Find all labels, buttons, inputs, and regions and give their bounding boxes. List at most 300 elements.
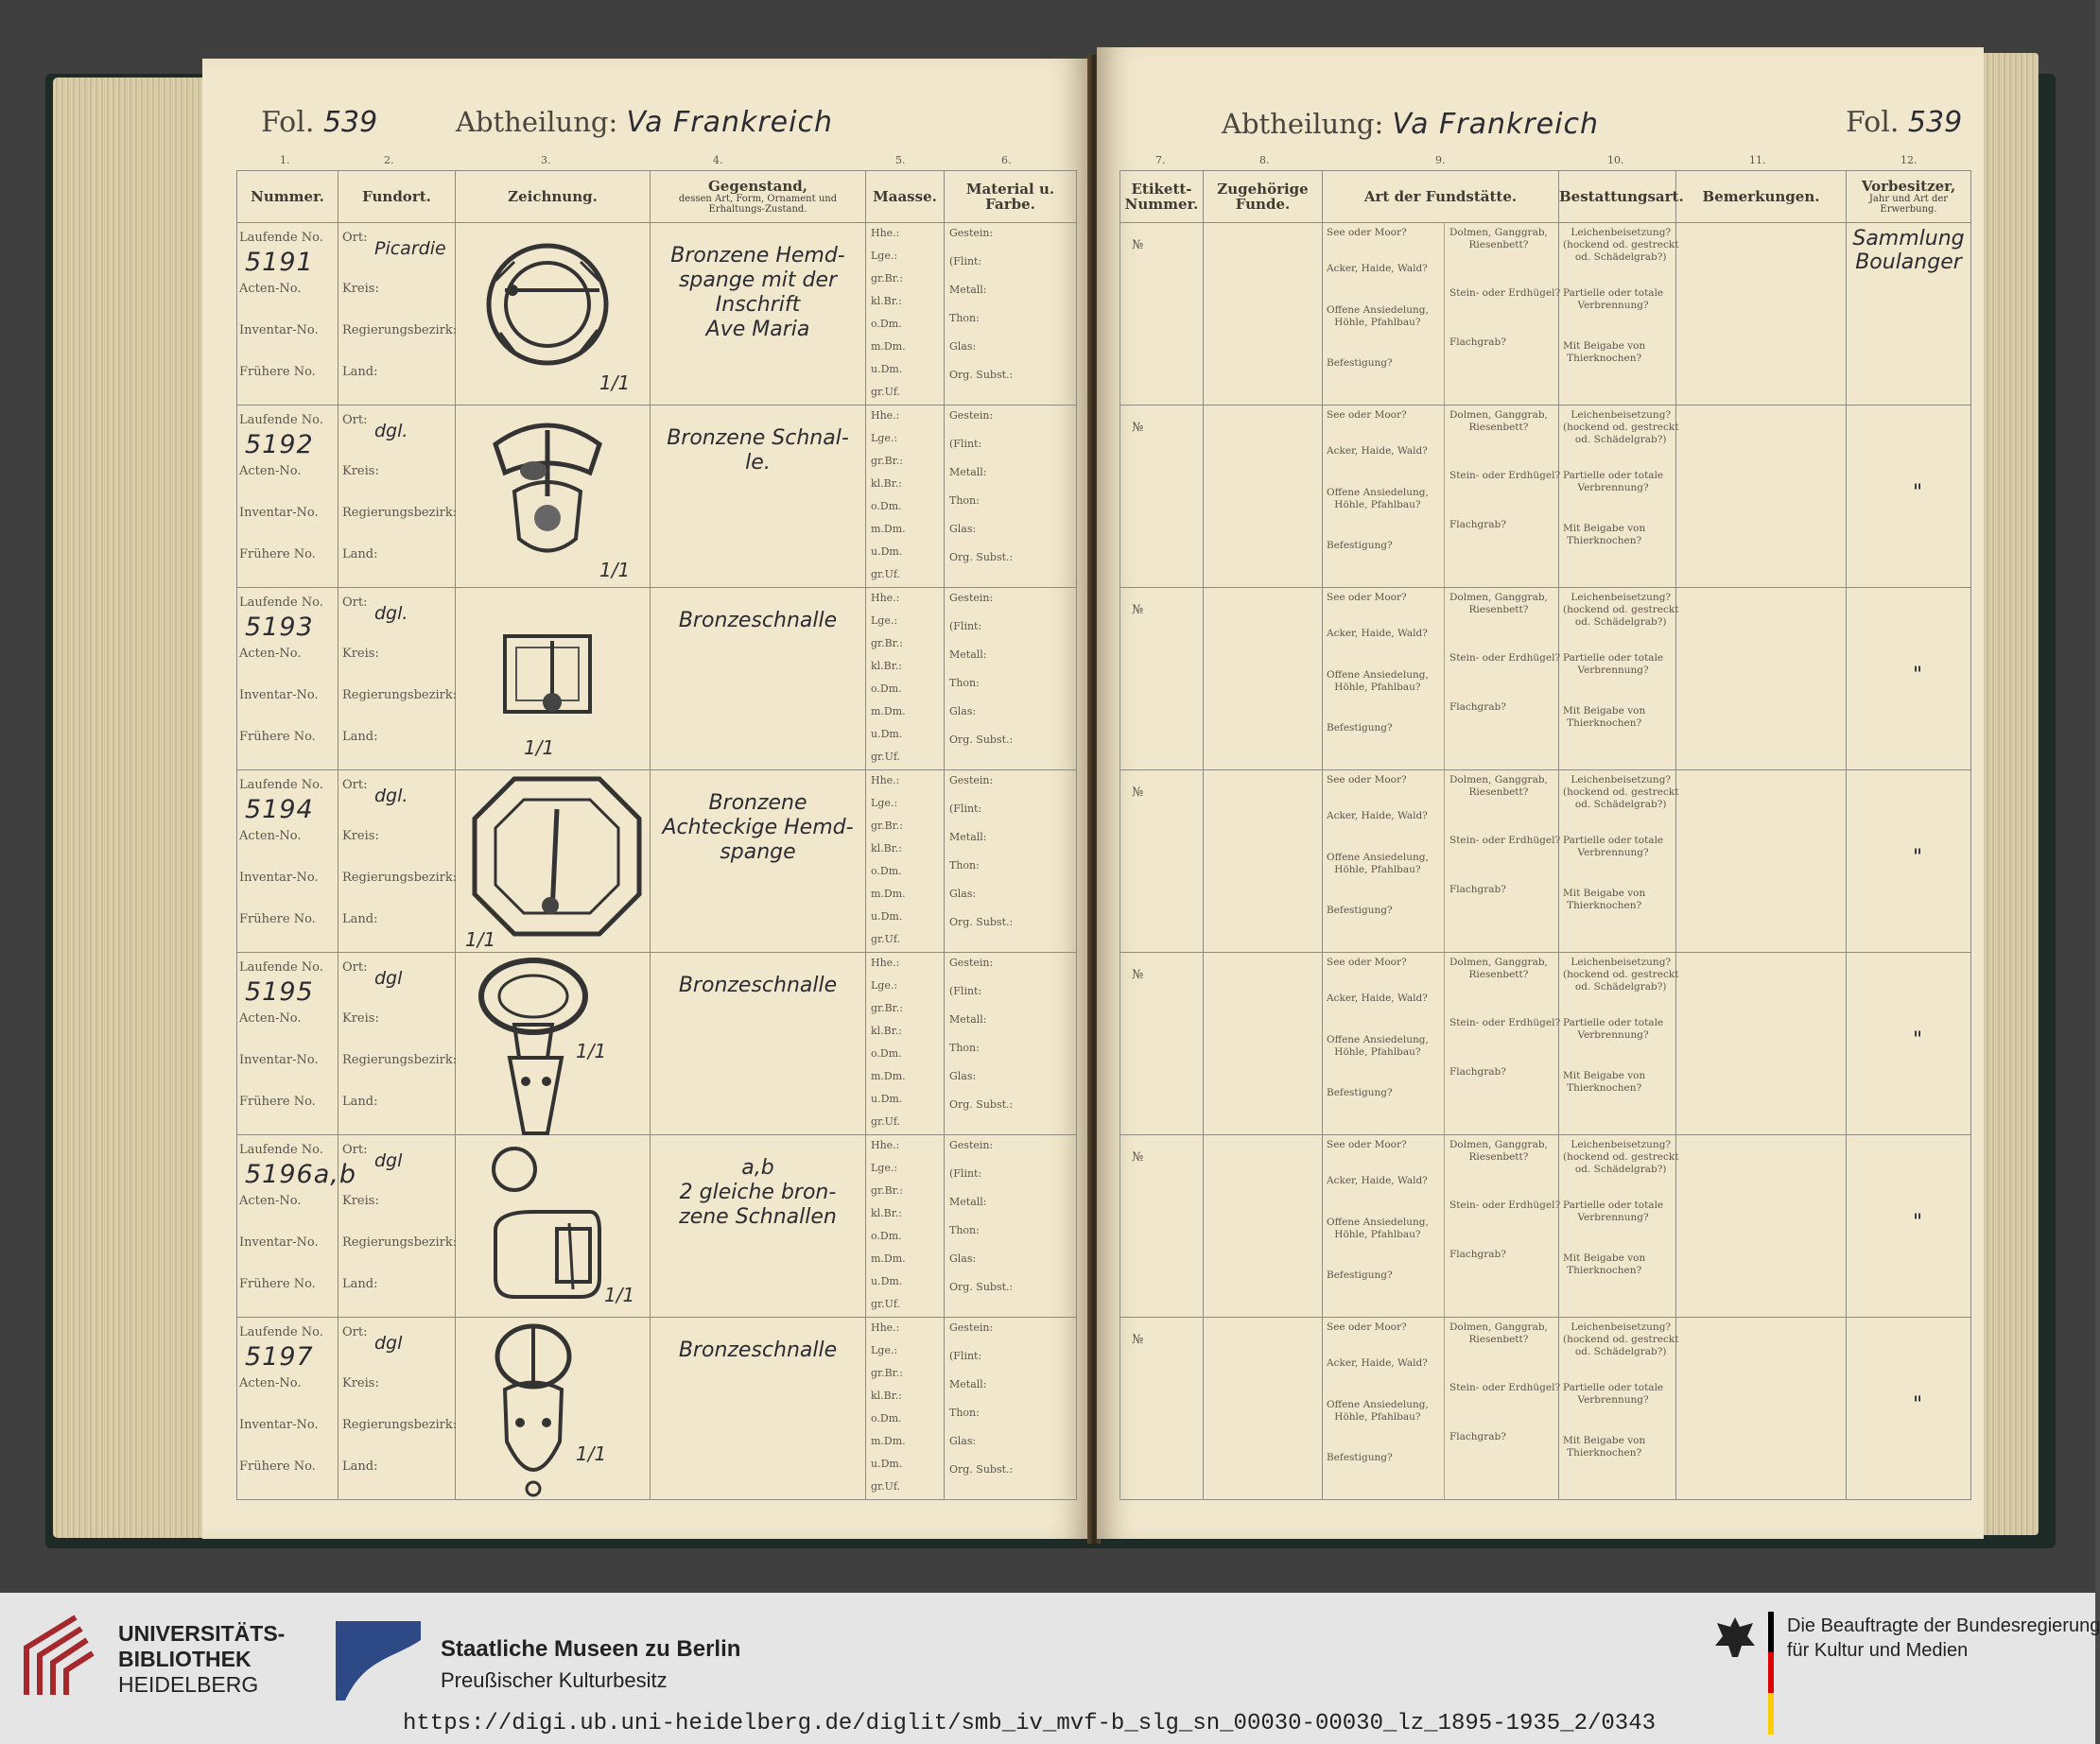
bestattung-leichen: Leichenbeisetzung? (hockend od. gestreckt od. Schädelgrab?) — [1563, 957, 1679, 993]
header-gegenstand: Gegenstand, dessen Art, Form, Ornament und Erhaltungs-Zustand. — [651, 171, 866, 223]
nummer-cell — [237, 223, 338, 406]
maasse-label: gr.Uf. — [871, 1480, 901, 1493]
material-label: Org. Subst.: — [949, 1098, 1014, 1111]
maasse-label: Lge.: — [871, 1344, 898, 1356]
ort-label: Ort: — [342, 1143, 368, 1157]
gegenstand-text — [654, 791, 861, 865]
nummer-cell — [237, 1318, 338, 1500]
fund-acker: Acker, Haide, Wald? — [1327, 263, 1428, 274]
fund-see: See oder Moor? — [1327, 957, 1407, 968]
zugehoerige-cell — [1204, 588, 1323, 770]
zugehoerige-cell — [1204, 223, 1323, 406]
material-label: Thon: — [949, 859, 980, 872]
material-list — [949, 227, 1013, 397]
bemerkungen-cell — [1676, 406, 1847, 588]
bestattung-beigabe: Mit Beigabe von Thierknochen? — [1563, 705, 1646, 729]
fund-stein: Stein- oder Erdhügel? — [1449, 1200, 1561, 1211]
material-label: Gestein: — [949, 227, 994, 239]
maasse-label: kl.Br.: — [871, 477, 903, 490]
bestattung-cell — [1559, 953, 1679, 1135]
bestattung-leichen: Leichenbeisetzung? (hockend od. gestreckt od. Schädelgrab?) — [1563, 409, 1679, 445]
material-cell — [945, 953, 1077, 1135]
zugehoerige-cell — [1204, 953, 1323, 1135]
fund-stein: Stein- oder Erdhügel? — [1449, 835, 1561, 846]
gegenstand-line: zene Schnallen — [679, 1205, 837, 1229]
maasse-label: u.Dm. — [871, 363, 903, 375]
ort-value: dgl. — [374, 603, 408, 624]
material-label: Glas: — [949, 1435, 977, 1447]
maasse-label: gr.Br.: — [871, 1367, 903, 1379]
fund-divider — [1444, 1318, 1445, 1499]
right-abtheilung: Abtheilung: Va Frankreich — [1222, 108, 1599, 141]
gegenstand-line: Ave Maria — [705, 318, 810, 341]
maasse-cell — [866, 770, 945, 953]
bestattung-beigabe: Mit Beigabe von Thierknochen? — [1563, 523, 1646, 546]
gegenstand-cell — [651, 588, 866, 770]
maasse-cell — [866, 406, 945, 588]
vorbesitzer-line: Sammlung — [1852, 227, 1965, 250]
etikett-mark: № — [1132, 1333, 1144, 1347]
svg-text:1/1: 1/1 — [576, 1040, 607, 1062]
zeichnung-cell — [456, 1135, 651, 1318]
fund-see: See oder Moor? — [1327, 227, 1407, 238]
vorbesitzer-line: " — [1913, 664, 1923, 687]
material-label: Gestein: — [949, 774, 994, 786]
maasse-list — [871, 592, 906, 773]
header-etikett: Etikett-Nummer. — [1120, 171, 1204, 223]
gegenstand-line: le. — [745, 451, 771, 475]
fund-befestigung: Befestigung? — [1327, 905, 1393, 916]
maasse-label: Hhe.: — [871, 409, 900, 422]
material-label: Glas: — [949, 1252, 977, 1265]
vorbesitzer-cell — [1847, 223, 1971, 406]
fund-acker: Acker, Haide, Wald? — [1327, 445, 1428, 457]
zugehoerige-cell — [1204, 1318, 1323, 1500]
material-cell — [945, 1135, 1077, 1318]
entry-row — [237, 406, 1077, 588]
fund-flachgrab: Flachgrab? — [1449, 1066, 1506, 1078]
zeichnung-cell — [456, 406, 651, 588]
maasse-label: o.Dm. — [871, 500, 902, 512]
bestattung-cell — [1559, 588, 1679, 770]
fund-flachgrab: Flachgrab? — [1449, 701, 1506, 713]
maasse-label: Lge.: — [871, 979, 898, 992]
material-label: Gestein: — [949, 1139, 994, 1151]
material-label: Org. Subst.: — [949, 1281, 1014, 1293]
material-label: Org. Subst.: — [949, 734, 1014, 746]
vorbesitzer-cell — [1847, 1318, 1971, 1500]
material-cell — [945, 1318, 1077, 1500]
artifact-drawing — [458, 954, 647, 1137]
ub-name-line1: UNIVERSITÄTS- — [118, 1621, 286, 1646]
acten-label: Acten-No. — [239, 1011, 302, 1026]
fund-befestigung: Befestigung? — [1327, 357, 1393, 369]
land-label: Land: — [342, 912, 378, 926]
maasse-label: m.Dm. — [871, 705, 906, 717]
material-label: Glas: — [949, 1070, 977, 1082]
fund-see: See oder Moor? — [1327, 409, 1407, 421]
fund-dolmen: Dolmen, Ganggrab, Riesenbett? — [1449, 592, 1548, 615]
fund-stein: Stein- oder Erdhügel? — [1449, 287, 1561, 299]
maasse-label: kl.Br.: — [871, 1390, 903, 1402]
maasse-label: gr.Br.: — [871, 637, 903, 649]
bestattung-beigabe: Mit Beigabe von Thierknochen? — [1563, 1252, 1646, 1276]
fund-dolmen: Dolmen, Ganggrab, Riesenbett? — [1449, 957, 1548, 980]
maasse-list — [871, 1139, 906, 1321]
maasse-label: gr.Br.: — [871, 1002, 903, 1014]
maasse-label: m.Dm. — [871, 1435, 906, 1447]
gegenstand-line: a,b — [741, 1156, 774, 1180]
smb-subtitle: Preußischer Kulturbesitz — [441, 1668, 668, 1692]
bestattung-leichen: Leichenbeisetzung? (hockend od. gestreckt od. Schädelgrab?) — [1563, 1321, 1679, 1357]
fundstaette-cell — [1323, 406, 1559, 588]
material-label: Org. Subst.: — [949, 551, 1014, 563]
maasse-label: Hhe.: — [871, 957, 900, 969]
fund-acker: Acker, Haide, Wald? — [1327, 993, 1428, 1004]
vorbesitzer-text — [1913, 1028, 1922, 1052]
artifact-drawing — [458, 1136, 647, 1320]
vorbesitzer-cell — [1847, 406, 1971, 588]
gegenstand-cell — [651, 1135, 866, 1318]
gegenstand-line: Bronzeschnalle — [678, 609, 838, 632]
fund-offene: Offene Ansiedelung, Höhle, Pfahlbau? — [1327, 304, 1429, 328]
bestattung-partielle: Partielle oder totale Verbrennung? — [1563, 470, 1664, 493]
fundstaette-cell — [1323, 770, 1559, 953]
gegenstand-text — [654, 1338, 861, 1363]
fundstaette-cell — [1323, 1135, 1559, 1318]
fund-see: See oder Moor? — [1327, 592, 1407, 603]
gegenstand-text — [654, 974, 861, 998]
zeichnung-cell — [456, 223, 651, 406]
maasse-label: gr.Br.: — [871, 455, 903, 467]
gegenstand-line: Achteckige Hemd- — [662, 816, 854, 839]
bestattung-partielle: Partielle oder totale Verbrennung? — [1563, 1382, 1664, 1406]
maasse-label: u.Dm. — [871, 1093, 903, 1105]
artifact-drawing — [458, 771, 647, 955]
bemerkungen-cell — [1676, 588, 1847, 770]
material-label: Thon: — [949, 1407, 980, 1419]
material-label: Metall: — [949, 648, 987, 661]
kreis-label: Kreis: — [342, 1194, 379, 1208]
artifact-drawing — [458, 1319, 647, 1502]
regierung-label: Regierungsbezirk: — [342, 1053, 458, 1067]
maasse-label: gr.Uf. — [871, 1115, 901, 1128]
material-cell — [945, 223, 1077, 406]
fruehere-label: Frühere No. — [239, 1277, 316, 1291]
ort-label: Ort: — [342, 960, 368, 975]
maasse-label: Hhe.: — [871, 1139, 900, 1151]
material-label: Thon: — [949, 1224, 980, 1236]
gegenstand-line: spange mit der — [678, 268, 838, 292]
inventar-label: Inventar-No. — [239, 506, 319, 520]
entry-number: 5196a,b — [245, 1160, 356, 1189]
material-label: Glas: — [949, 340, 977, 353]
fund-offene: Offene Ansiedelung, Höhle, Pfahlbau? — [1327, 1217, 1429, 1240]
inventar-label: Inventar-No. — [239, 323, 319, 337]
gegenstand-line: 2 gleiche bron- — [679, 1181, 837, 1204]
entry-row — [237, 770, 1077, 953]
maasse-label: Hhe.: — [871, 774, 900, 786]
nummer-cell — [237, 588, 338, 770]
vorbesitzer-cell — [1847, 770, 1971, 953]
material-label: (Flint: — [949, 985, 982, 997]
material-label: Metall: — [949, 1196, 987, 1208]
bestattung-beigabe: Mit Beigabe von Thierknochen? — [1563, 340, 1646, 364]
bestattung-beigabe: Mit Beigabe von Thierknochen? — [1563, 1070, 1646, 1094]
maasse-label: gr.Br.: — [871, 820, 903, 832]
bkm-line1: Die Beauftragte der Bundesregierung — [1787, 1615, 2100, 1636]
bemerkungen-cell — [1676, 770, 1847, 953]
bestattung-beigabe: Mit Beigabe von Thierknochen? — [1563, 888, 1646, 911]
maasse-label: m.Dm. — [871, 888, 906, 900]
zeichnung-cell — [456, 953, 651, 1135]
entry-row-right — [1120, 1318, 1971, 1500]
ort-value: dgl — [374, 968, 403, 989]
entry-row — [237, 1318, 1077, 1500]
fruehere-label: Frühere No. — [239, 1459, 316, 1474]
fundort-cell — [338, 953, 456, 1135]
fund-acker: Acker, Haide, Wald? — [1327, 810, 1428, 821]
vorbesitzer-text — [1850, 227, 1967, 274]
entry-row — [237, 223, 1077, 406]
etikett-mark: № — [1132, 421, 1144, 435]
acten-label: Acten-No. — [239, 1194, 302, 1208]
material-label: (Flint: — [949, 803, 982, 815]
right-page: Abtheilung: Va Frankreich Fol. 539 7. 8. 9. 10. 11. 12. Etikett-Nummer. Zugehörige Funde. Art der Fundstätte. Bestattungsart. Bemerkungen. Vorbesitzer, Jahr und Art der Erwerbung. № See oder Moor? Acker, Haide, Wald? Offene Ansiedelung, Höhle, Pfahlbau? Befestigung? Dolmen, Ganggrab, Riesenbett? Stein- oder Erdhügel? Flachgrab? Leichenbeisetzung? (hockend od. gestreckt od. Schädelgrab?) Partielle oder totale Verbrennung? Mit Beigabe von Thierknochen? Sammlung Boulanger № See oder Moor? Acker, Haide, Wald? Offene Ansiedelung, Höhle, Pfahlbau? Befestigung? Dolmen, Ganggrab, Riesenbett? Stein- oder Erdhügel? Flachgrab? Leichenbeisetzung? (hockend od. gestreckt od. Schädelgrab?) Partielle oder totale Verbrennung? Mit Beigabe von Thierknochen? " № See oder Moor? Acker, Haide, Wald? Offene Ansiedelung, Höhle, Pfahlbau? Befestigung? Dolmen, Ganggrab, Riesenbett? Stein- oder Erdhügel? Flachgrab? Leichenbeisetzung? (hockend od. gestreckt od. Schädelgrab?) Partielle oder totale Verbrennung? Mit Beigabe von Thierknochen? " № See oder Moor? Acker, Haide, Wald? Offene Ansiedelung, Höhle, Pfahlbau? Befestigung? Dolmen, Ganggrab, Riesenbett? Stein- oder Erdhügel? Flachgrab? Leichenbeisetzung? (hockend od. gestreckt od. Schädelgrab?) Partielle oder totale Verbrennung? Mit Beigabe von Thierknochen? " № See oder Moor? Acker, Haide, Wald? Offene Ansiedelung, Höhle, Pfahlbau? Befestigung? Dolmen, Ganggrab, Riesenbett? Stein- oder Erdhügel? Flachgrab? Leichenbeisetzung? (hockend od. gestreckt od. Schädelgrab?) Partielle oder totale Verbrennung? Mit Beigabe von Thierknochen? " № See oder Moor? Acker, Haide, Wald? Offene Ansiedelung, Höhle, Pfahlbau? Befestigung? Dolmen, Ganggrab, Riesenbett? Stein- oder Erdhügel? Flachgrab? Leichenbeisetzung? (hockend od. gestreckt od. Schädelgrab?) Partielle oder totale Verbrennung? Mit Beigabe von Thierknochen? " № See oder Moor? Acker, Haide, Wald? Offene Ansiedelung, Höhle, Pfahlbau? Befestigung? Dolmen, Ganggrab, Riesenbett? Stein- oder Erdhügel? Flachgrab? Leichenbeisetzung? (hockend od. gestreckt od. Schädelgrab?) Partielle oder totale Verbrennung? Mit Beigabe von Thierknochen? " — [1097, 47, 1984, 1539]
bestattung-beigabe: Mit Beigabe von Thierknochen? — [1563, 1435, 1646, 1459]
laufende-label: Laufende No. — [239, 778, 323, 792]
maasse-label: Lge.: — [871, 432, 898, 444]
fund-dolmen: Dolmen, Ganggrab, Riesenbett? — [1449, 409, 1548, 433]
bestattung-cell — [1559, 1318, 1679, 1500]
etikett-cell — [1120, 953, 1204, 1135]
right-ledger-table — [1119, 170, 1971, 1500]
etikett-cell — [1120, 588, 1204, 770]
fund-divider — [1444, 406, 1445, 587]
regierung-label: Regierungsbezirk: — [342, 688, 458, 702]
bestattung-partielle: Partielle oder totale Verbrennung? — [1563, 287, 1664, 311]
material-label: Gestein: — [949, 957, 994, 969]
maasse-label: gr.Br.: — [871, 1184, 903, 1197]
bestattung-cell — [1559, 1135, 1679, 1318]
vorbesitzer-line: Boulanger — [1855, 250, 1962, 274]
fruehere-label: Frühere No. — [239, 547, 316, 561]
material-list — [949, 774, 1013, 944]
material-label: Thon: — [949, 1042, 980, 1054]
vorbesitzer-text — [1913, 481, 1922, 505]
gegenstand-text — [654, 426, 861, 475]
smb-logo-icon — [336, 1621, 421, 1701]
vorbesitzer-text — [1913, 1211, 1922, 1235]
maasse-label: u.Dm. — [871, 910, 903, 923]
bestattung-cell — [1559, 770, 1679, 953]
fund-acker: Acker, Haide, Wald? — [1327, 1357, 1428, 1369]
ort-value: dgl — [374, 1333, 403, 1354]
entry-number: 5194 — [245, 795, 314, 824]
ort-value: dgl. — [374, 786, 408, 806]
maasse-label: m.Dm. — [871, 523, 906, 535]
gegenstand-text — [654, 609, 861, 633]
etikett-mark: № — [1132, 238, 1144, 252]
fund-flachgrab: Flachgrab? — [1449, 337, 1506, 348]
inventar-label: Inventar-No. — [239, 1418, 319, 1432]
source-url-link[interactable]: https://digi.ub.uni-heidelberg.de/diglit/smb_iv_mvf-b_slg_sn_00030-00030_lz_1895-1935_2/0343 — [403, 1711, 1657, 1736]
etikett-mark: № — [1132, 968, 1144, 982]
ort-label: Ort: — [342, 1325, 368, 1339]
acten-label: Acten-No. — [239, 829, 302, 843]
header-bestattung: Bestattungsart. — [1559, 171, 1676, 223]
gegenstand-line: spange — [720, 840, 796, 864]
ub-name-line3: HEIDELBERG — [118, 1672, 259, 1697]
maasse-label: o.Dm. — [871, 865, 902, 877]
maasse-label: o.Dm. — [871, 1412, 902, 1425]
gegenstand-cell — [651, 1318, 866, 1500]
maasse-label: kl.Br.: — [871, 660, 903, 672]
bemerkungen-cell — [1676, 953, 1847, 1135]
fund-see: See oder Moor? — [1327, 1321, 1407, 1333]
header-nummer: Nummer. — [237, 171, 338, 223]
gegenstand-cell — [651, 223, 866, 406]
etikett-mark: № — [1132, 1150, 1144, 1165]
regierung-label: Regierungsbezirk: — [342, 1235, 458, 1250]
fundstaette-cell — [1323, 588, 1559, 770]
maasse-label: gr.Uf. — [871, 933, 901, 945]
material-label: (Flint: — [949, 255, 982, 268]
svg-text:1/1: 1/1 — [599, 371, 631, 394]
maasse-label: Lge.: — [871, 614, 898, 627]
fund-offene: Offene Ansiedelung, Höhle, Pfahlbau? — [1327, 487, 1429, 510]
fund-offene: Offene Ansiedelung, Höhle, Pfahlbau? — [1327, 1399, 1429, 1423]
regierung-label: Regierungsbezirk: — [342, 1418, 458, 1432]
maasse-list — [871, 409, 906, 591]
maasse-label: Lge.: — [871, 250, 898, 262]
maasse-cell — [866, 1135, 945, 1318]
bestattung-leichen: Leichenbeisetzung? (hockend od. gestreckt od. Schädelgrab?) — [1563, 227, 1679, 263]
material-label: Thon: — [949, 494, 980, 507]
fund-see: See oder Moor? — [1327, 1139, 1407, 1150]
vorbesitzer-text — [1913, 664, 1922, 687]
material-label: (Flint: — [949, 1167, 982, 1180]
laufende-label: Laufende No. — [239, 596, 323, 610]
svg-text:1/1: 1/1 — [604, 1284, 635, 1306]
vorbesitzer-cell — [1847, 588, 1971, 770]
fund-dolmen: Dolmen, Ganggrab, Riesenbett? — [1449, 1139, 1548, 1163]
maasse-label: Hhe.: — [871, 592, 900, 604]
left-folio: Fol. 539 — [261, 106, 378, 139]
material-label: Org. Subst.: — [949, 916, 1014, 928]
kreis-label: Kreis: — [342, 282, 379, 296]
land-label: Land: — [342, 730, 378, 744]
bemerkungen-cell — [1676, 223, 1847, 406]
fund-divider — [1444, 953, 1445, 1134]
vorbesitzer-line: " — [1913, 846, 1923, 870]
material-label: Glas: — [949, 523, 977, 535]
maasse-label: kl.Br.: — [871, 842, 903, 855]
bestattung-partielle: Partielle oder totale Verbrennung? — [1563, 835, 1664, 858]
fund-flachgrab: Flachgrab? — [1449, 884, 1506, 895]
vorbesitzer-cell — [1847, 1135, 1971, 1318]
fund-dolmen: Dolmen, Ganggrab, Riesenbett? — [1449, 227, 1548, 250]
entry-row — [237, 588, 1077, 770]
nummer-cell — [237, 770, 338, 953]
german-flag-stripe — [1768, 1612, 1774, 1735]
maasse-list — [871, 1321, 906, 1503]
material-label: (Flint: — [949, 1350, 982, 1362]
header-bemerkungen: Bemerkungen. — [1676, 171, 1847, 223]
ort-value: dgl. — [374, 421, 408, 441]
gegenstand-line: Bronzene — [708, 791, 807, 815]
material-label: Metall: — [949, 1013, 987, 1026]
material-label: Metall: — [949, 831, 987, 843]
fruehere-label: Frühere No. — [239, 1095, 316, 1109]
laufende-label: Laufende No. — [239, 960, 323, 975]
fund-befestigung: Befestigung? — [1327, 722, 1393, 734]
etikett-mark: № — [1132, 786, 1144, 800]
entry-number: 5197 — [245, 1342, 314, 1372]
inventar-label: Inventar-No. — [239, 1053, 319, 1067]
ort-value: Picardie — [374, 238, 446, 259]
svg-text:1/1: 1/1 — [576, 1442, 607, 1465]
maasse-label: o.Dm. — [871, 1230, 902, 1242]
ort-value: dgl — [374, 1150, 403, 1171]
material-label: Metall: — [949, 466, 987, 478]
bemerkungen-cell — [1676, 1318, 1847, 1500]
maasse-label: m.Dm. — [871, 340, 906, 353]
left-page-edges — [53, 78, 202, 1538]
maasse-label: kl.Br.: — [871, 295, 903, 307]
inventar-label: Inventar-No. — [239, 871, 319, 885]
fruehere-label: Frühere No. — [239, 365, 316, 379]
laufende-label: Laufende No. — [239, 413, 323, 427]
header-maasse: Maasse. — [866, 171, 945, 223]
fund-befestigung: Befestigung? — [1327, 1452, 1393, 1463]
fund-see: See oder Moor? — [1327, 774, 1407, 786]
regierung-label: Regierungsbezirk: — [342, 871, 458, 885]
entry-row-right — [1120, 1135, 1971, 1318]
material-list — [949, 592, 1013, 762]
zugehoerige-cell — [1204, 406, 1323, 588]
gegenstand-text — [654, 244, 861, 342]
artifact-drawing — [458, 224, 647, 407]
maasse-label: gr.Uf. — [871, 751, 901, 763]
entry-row — [237, 1135, 1077, 1318]
right-folio: Fol. 539 — [1846, 106, 1963, 139]
fund-flachgrab: Flachgrab? — [1449, 1249, 1506, 1260]
material-label: Glas: — [949, 705, 977, 717]
maasse-label: Hhe.: — [871, 1321, 900, 1334]
right-page-edges — [1984, 53, 2039, 1535]
ub-name-line2: BIBLIOTHEK — [118, 1647, 252, 1671]
acten-label: Acten-No. — [239, 1376, 302, 1390]
ort-label: Ort: — [342, 778, 368, 792]
fund-stein: Stein- oder Erdhügel? — [1449, 1382, 1561, 1393]
fundort-cell — [338, 770, 456, 953]
entry-number: 5192 — [245, 430, 314, 459]
fund-befestigung: Befestigung? — [1327, 1087, 1393, 1098]
svg-text:1/1: 1/1 — [599, 559, 631, 581]
kreis-label: Kreis: — [342, 647, 379, 661]
gegenstand-cell — [651, 770, 866, 953]
gegenstand-line: Bronzene Hemd- — [670, 244, 845, 268]
entry-row-right — [1120, 953, 1971, 1135]
fund-offene: Offene Ansiedelung, Höhle, Pfahlbau? — [1327, 852, 1429, 875]
kreis-label: Kreis: — [342, 829, 379, 843]
fund-acker: Acker, Haide, Wald? — [1327, 628, 1428, 639]
fundstaette-cell — [1323, 1318, 1559, 1500]
maasse-list — [871, 227, 906, 408]
material-cell — [945, 406, 1077, 588]
gegenstand-text — [654, 1156, 861, 1230]
